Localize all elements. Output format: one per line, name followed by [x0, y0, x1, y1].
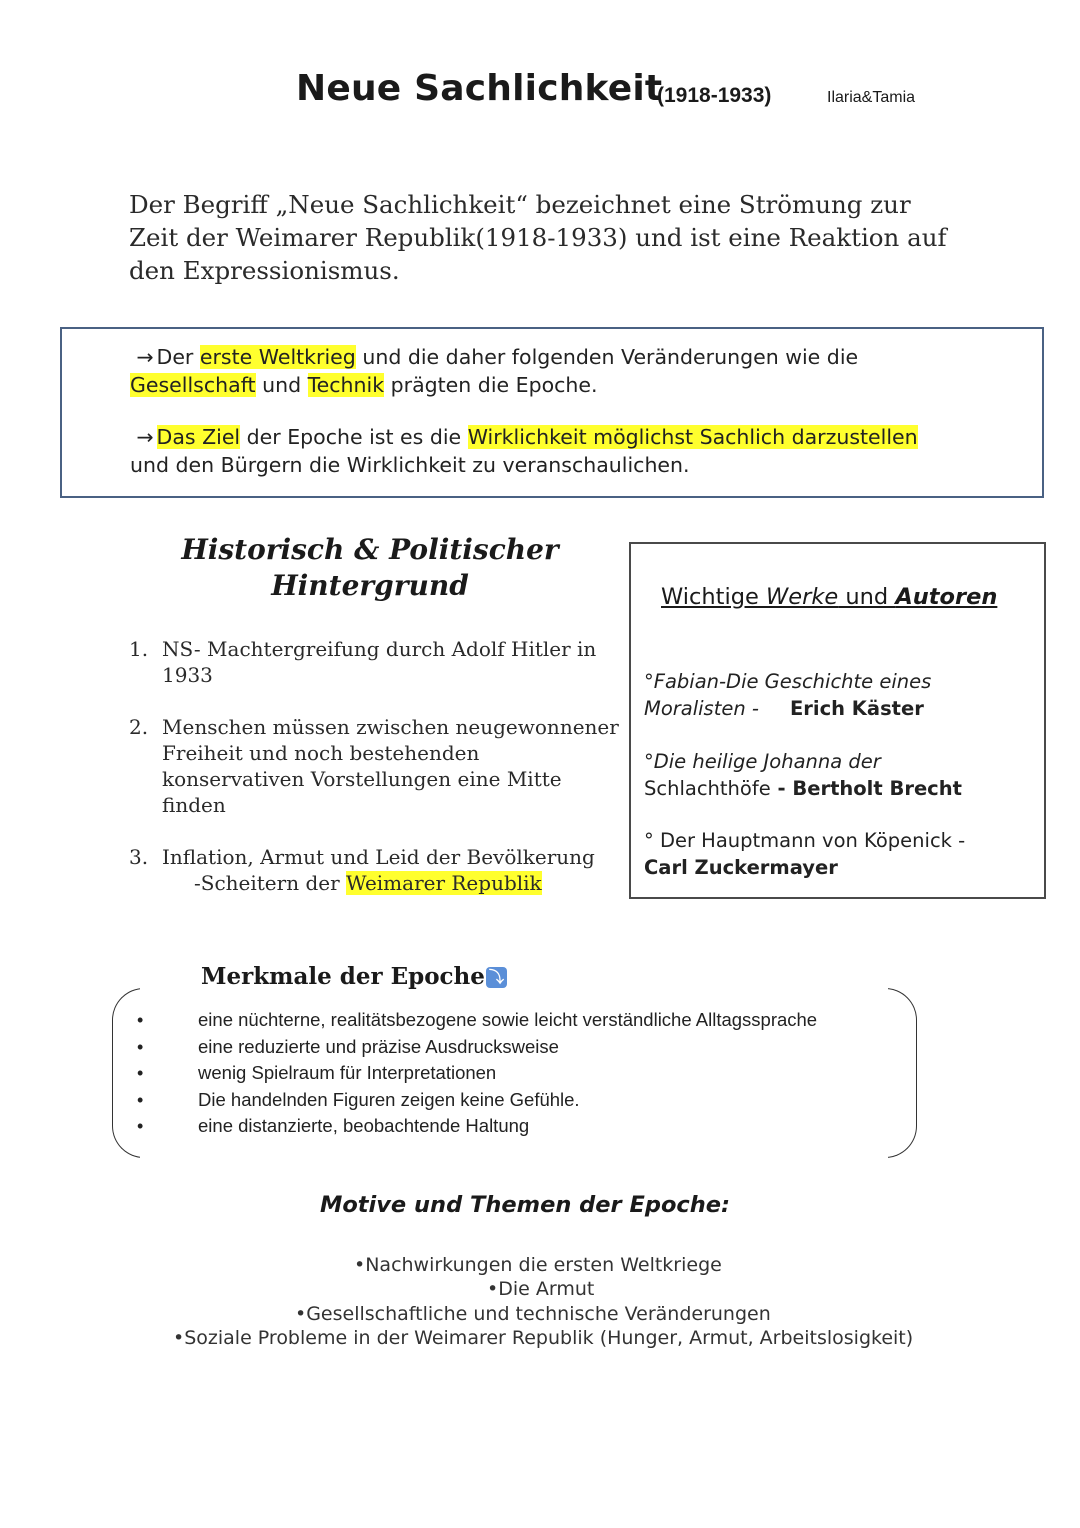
bullet: • — [137, 1063, 144, 1083]
work-title: ° Der Hauptmann von Köpenick - — [644, 829, 966, 852]
history-item — [129, 844, 619, 896]
highlight-gesellschaft: Gesellschaft — [130, 373, 256, 397]
item-text: Menschen müssen zwischen neugewonnener Freiheit und noch bestehenden konservativen Vorstellungen eine Mitte finden — [162, 715, 619, 817]
item-text: wenig Spielraum für Interpretationen — [198, 1062, 497, 1083]
text-fragment: Werke — [766, 584, 839, 610]
item-text: Die handelnden Figuren zeigen keine Gefühle. — [198, 1088, 580, 1110]
item-text: eine reduzierte und präzise Ausdrucksweise — [198, 1035, 559, 1057]
work-item — [644, 827, 965, 881]
text-fragment: Der — [156, 345, 200, 369]
bracket-mask — [874, 980, 888, 1164]
history-item — [129, 714, 619, 818]
text-fragment: Autoren — [895, 584, 998, 610]
bullet: • — [137, 1116, 144, 1136]
text-fragment: Merkmale der Epoche — [201, 963, 485, 990]
history-heading-line-1: Historisch & Politischer — [181, 533, 559, 566]
highlight-erster-weltkrieg: erste Weltkrieg — [199, 345, 356, 369]
works-box — [629, 542, 1046, 899]
merkmale-heading — [201, 963, 507, 990]
list-item — [134, 1113, 817, 1140]
text-fragment: Wichtige — [661, 584, 766, 610]
work-item — [644, 668, 931, 722]
text-fragment: und den Bürgern die Wirklichkeit zu veranschaulichen. — [130, 453, 690, 477]
highlight-weimarer-republik: Weimarer Republik — [346, 871, 542, 895]
highlight-technik: Technik — [307, 373, 385, 397]
title-years: (1918-1933) — [657, 84, 772, 107]
work-author: Bertholt Brecht — [792, 777, 962, 800]
history-list — [129, 636, 619, 922]
text-fragment: und — [255, 373, 308, 397]
item-number: 3. — [129, 845, 149, 869]
item-text: -Scheitern der — [194, 871, 347, 895]
work-item — [644, 748, 962, 802]
bullet: • — [137, 1010, 144, 1030]
text-fragment: der Epoche ist es die — [240, 425, 468, 449]
intro-paragraph: Der Begriff „Neue Sachlichkeit“ bezeichnet eine Strömung zur Zeit der Weimarer Republik(1918-1933) und ist eine Reaktion auf den Expressionismus. — [129, 190, 947, 285]
summary-point-2 — [130, 423, 918, 479]
list-item: •Soziale Probleme in der Weimarer Republik (Hunger, Armut, Arbeitslosigkeit) — [173, 1327, 914, 1349]
text-fragment: prägten die Epoche. — [384, 373, 598, 397]
work-author: Carl Zuckermayer — [644, 856, 838, 879]
work-title: °Fabian-Die Geschichte eines — [644, 670, 932, 693]
arrow-right-icon: → — [136, 425, 154, 449]
text-fragment: und — [838, 584, 896, 610]
author-names: Ilaria&Tamia — [827, 89, 916, 106]
text-fragment: - — [770, 777, 793, 800]
list-item — [134, 1060, 817, 1087]
page-title: Neue Sachlichkeit — [296, 68, 663, 109]
merkmale-list — [134, 1007, 817, 1140]
work-title: °Die heilige Johanna der — [644, 750, 881, 773]
work-title: Moralisten - — [644, 697, 766, 720]
list-item: •Gesellschaftliche und technische Veränderungen — [295, 1303, 771, 1325]
item-number: 2. — [129, 715, 149, 739]
highlight-das-ziel: Das Ziel — [156, 425, 241, 449]
arrow-right-icon: → — [136, 345, 154, 369]
item-text: NS- Machtergreifung durch Adolf Hitler in 1933 — [162, 637, 597, 687]
history-heading-line-2: Hintergrund — [271, 569, 469, 602]
work-author: Erich Käster — [789, 697, 924, 720]
list-item — [134, 1087, 817, 1114]
text-fragment: und die daher folgenden Veränderungen wie die — [355, 345, 859, 369]
item-text: eine distanzierte, beobachtende Haltung — [198, 1115, 530, 1136]
list-item — [134, 1007, 817, 1034]
history-heading — [150, 532, 590, 604]
motive-heading: Motive und Themen der Epoche: — [319, 1192, 731, 1218]
bullet: • — [137, 1036, 144, 1057]
list-item: •Die Armut — [487, 1278, 595, 1300]
list-item — [134, 1034, 817, 1061]
item-text: eine nüchterne, realitätsbezogene sowie leicht verständliche Alltagssprache — [198, 1009, 818, 1030]
works-heading — [661, 584, 997, 610]
summary-point-1 — [130, 343, 858, 399]
item-number: 1. — [129, 637, 149, 661]
item-text: Inflation, Armut und Leid der Bevölkerung — [162, 845, 595, 869]
arrow-down-right-icon: ⤵ — [486, 967, 507, 988]
bullet: • — [137, 1089, 144, 1110]
summary-box — [60, 327, 1044, 498]
list-item: •Nachwirkungen die ersten Weltkriege — [354, 1254, 722, 1276]
history-item — [129, 636, 619, 688]
work-title: Schlachthöfe — [644, 777, 771, 800]
highlight-wirklichkeit: Wirklichkeit möglichst Sachlich darzustellen — [467, 425, 918, 449]
